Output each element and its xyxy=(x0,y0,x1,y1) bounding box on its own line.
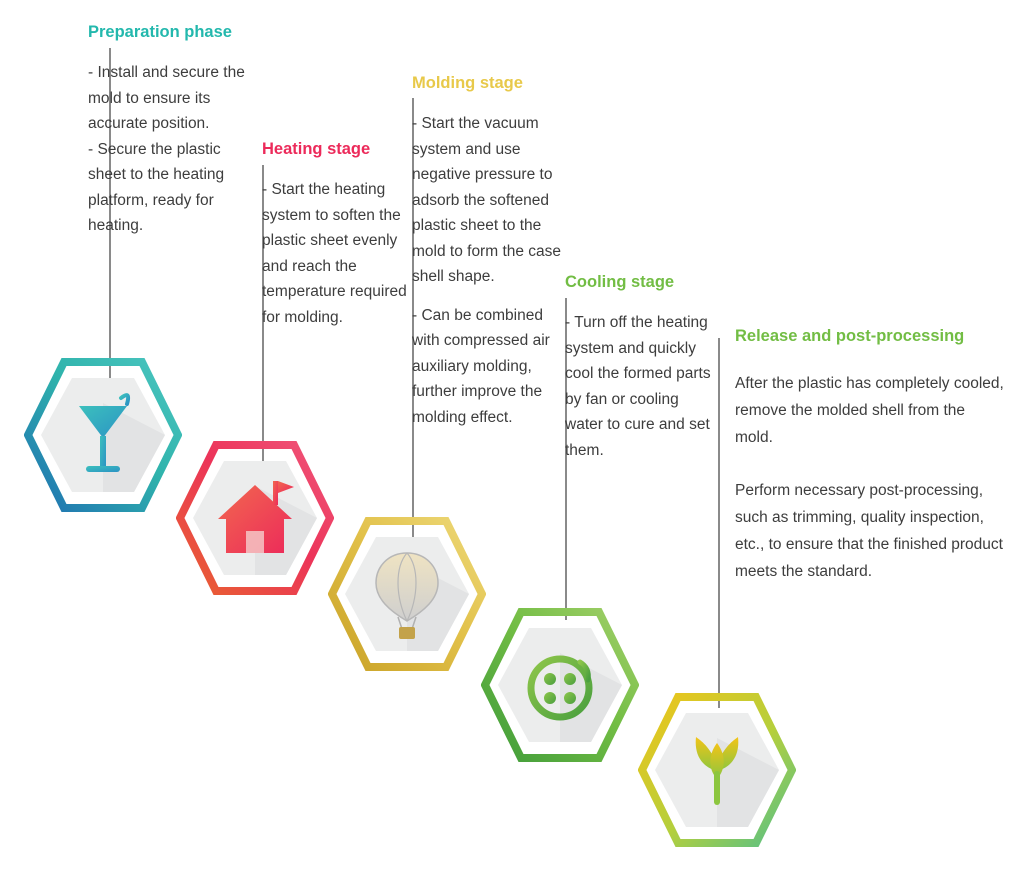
stage-body-preparation xyxy=(88,60,248,239)
stage-molding xyxy=(412,73,567,430)
stage-icon-release[interactable] xyxy=(638,693,796,847)
stage-paragraph: - Start the vacuum system and use negative pressure to adsorb the softened plastic sheet to the mold to form the case shell shape. xyxy=(412,115,562,285)
stage-paragraph: - Install and secure the mold to ensure its accurate position. xyxy=(88,64,245,132)
stage-body-heating xyxy=(262,177,412,330)
stage-body-molding xyxy=(412,111,567,430)
connector-line-release xyxy=(718,338,720,708)
stage-paragraph: - Start the heating system to soften the plastic sheet evenly and reach the temperature required for molding. xyxy=(262,181,407,326)
stage-paragraph: - Secure the plastic sheet to the heating platform, ready for heating. xyxy=(88,140,225,234)
stage-heating xyxy=(262,139,412,330)
stage-cooling xyxy=(565,272,717,463)
stage-title-preparation: Preparation phase xyxy=(88,23,232,41)
stage-paragraph: Perform necessary post-processing, such as trimming, quality inspection, etc., to ensure that the finished product meets the standard. xyxy=(735,482,1003,580)
stage-title-heating: Heating stage xyxy=(262,140,371,158)
stage-paragraph: After the plastic has completely cooled, remove the molded shell from the mold. xyxy=(735,375,1004,446)
stage-title-release: Release and post-processing xyxy=(735,327,965,345)
stage-paragraph: - Turn off the heating system and quickly cool the formed parts by fan or cooling water to cure and set them. xyxy=(565,314,711,459)
stage-title-cooling: Cooling stage xyxy=(565,273,675,291)
stage-preparation xyxy=(88,22,248,239)
stage-body-cooling xyxy=(565,310,717,463)
stage-body-release xyxy=(735,370,1007,585)
stage-icon-preparation[interactable] xyxy=(24,358,182,512)
stage-paragraph: - Can be combined with compressed air auxiliary molding, further improve the molding effect. xyxy=(412,306,550,426)
stage-icon-cooling[interactable] xyxy=(481,608,639,762)
stage-title-molding: Molding stage xyxy=(412,74,523,92)
stage-release xyxy=(735,326,1007,585)
stage-icon-molding[interactable] xyxy=(328,517,486,671)
stage-icon-heating[interactable] xyxy=(176,441,334,595)
